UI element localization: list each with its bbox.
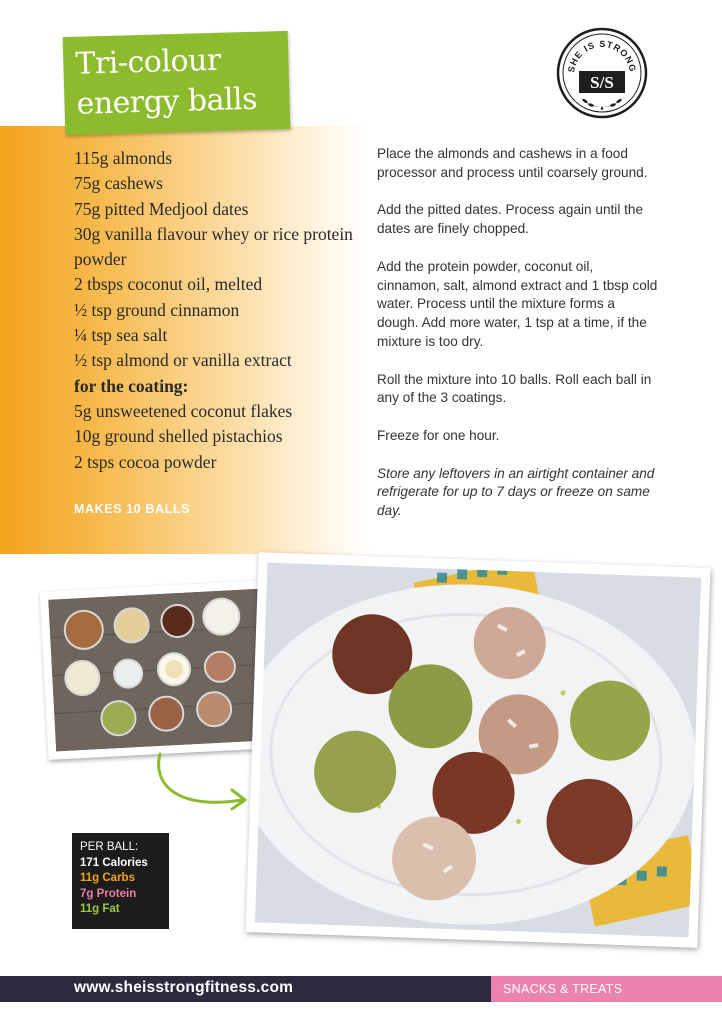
coating-item: 10g ground shelled pistachios — [74, 426, 283, 447]
ingredients-photo-image — [48, 589, 270, 752]
energy-balls-photo-image — [255, 563, 701, 938]
ingredient-item: 75g cashews — [74, 173, 163, 194]
nutrition-calories: 171 Calories — [80, 856, 148, 869]
ingredient-list — [74, 146, 364, 475]
energy-balls-photo — [246, 552, 711, 948]
coating-item: 5g unsweetened coconut flakes — [74, 400, 293, 421]
method-step: Add the pitted dates. Process again until the dates are finely chopped. — [377, 202, 644, 237]
nutrition-box — [72, 833, 169, 929]
coating-item: 2 tsps cocoa powder — [74, 451, 217, 472]
nutrition-carbs: 11g Carbs — [80, 872, 135, 885]
nutrition-heading: PER BALL: — [80, 841, 139, 853]
method-step: Place the almonds and cashews in a food processor and process until coarsely ground. — [377, 146, 648, 180]
method-step: Freeze for one hour. — [377, 427, 500, 443]
ingredients-photo — [40, 580, 278, 760]
curved-arrow-icon — [150, 746, 260, 816]
ingredient-item: 75g pitted Medjool dates — [74, 198, 249, 219]
ingredient-item: ½ tsp ground cinnamon — [74, 299, 240, 320]
coating-heading: for the coating: — [74, 375, 189, 396]
logo-text: SHE IS STRONG — [566, 38, 639, 74]
ingredient-item: 2 tbsps coconut oil, melted — [74, 274, 263, 295]
method-steps — [377, 145, 659, 540]
ingredient-item: ½ tsp almond or vanilla extract — [74, 350, 292, 371]
footer-website-link[interactable]: www.sheisstrongfitness.com — [74, 979, 294, 996]
footer-category-tag: SNACKS & TREATS — [491, 976, 722, 1002]
nutrition-protein: 7g Protein — [80, 887, 137, 900]
title-banner — [63, 31, 291, 135]
ingredient-item: ¼ tsp sea salt — [74, 325, 168, 346]
method-step: Add the protein powder, coconut oil, cinnamon, salt, almond extract and 1 tbsp cold water. Process until the mixture forms a dough. Add more water, 1 tsp at a time, if the mixture is too dry. — [377, 258, 658, 349]
logo-monogram: S/S — [590, 73, 614, 92]
storage-note: Store any leftovers in an airtight container and refrigerate for up to 7 days or freeze on same day. — [377, 465, 655, 519]
recipe-title: Tri-colour energy balls — [74, 42, 258, 122]
brand-logo — [556, 27, 648, 119]
ingredient-item: 30g vanilla flavour whey or rice protein powder — [74, 223, 353, 270]
yield-label: MAKES 10 BALLS — [74, 502, 191, 516]
footer-bar — [0, 976, 722, 1002]
ingredient-item: 115g almonds — [74, 148, 173, 168]
nutrition-fat: 11g Fat — [80, 903, 120, 916]
method-step: Roll the mixture into 10 balls. Roll each ball in any of the 3 coatings. — [377, 371, 652, 406]
